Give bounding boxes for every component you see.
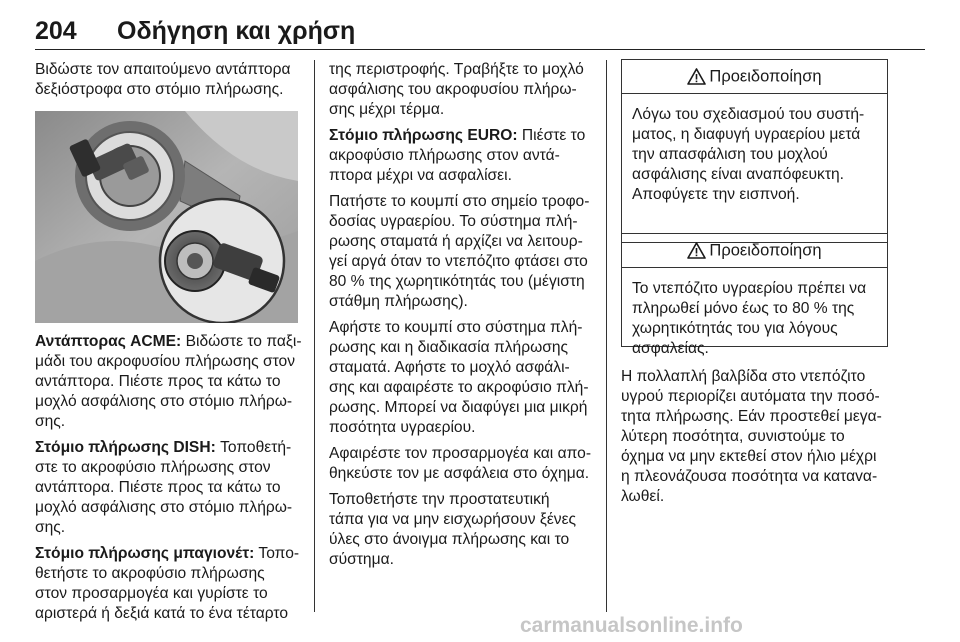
bayonet-paragraph: Στόμιο πλήρωσης μπαγιονέτ: Τοπο- θετήστε το ακροφύσιο πλήρωσης στον προσαρμογέα και γυρίστε το αριστερά ή δεξιά κατά το ένα τέταρτο [35, 545, 300, 622]
valve-paragraph: Η πολλαπλή βαλβίδα στο ντεπόζιτο υγρού περιορίζει αυτόματα την ποσό- τητα πλήρωσης. Εάν προστεθεί μεγα- λύτερη ποσότητα, συνιστούμε το όχημα να μην εκτεθεί στον ήλιο μέχρι η πλεονάζουσα ποσότητα να καταvα- λωθεί. [621, 368, 882, 505]
watermark: carmanualsonline.info [520, 614, 743, 637]
euro-paragraph: Στόμιο πλήρωσης EURO: Πιέστε το ακροφύσιο πλήρωσης στον αντά- πτορα μέχρι να ασφαλίσει. [329, 127, 586, 184]
column-divider-1 [314, 60, 315, 612]
column-3 [621, 367, 889, 513]
column-1-lower [35, 332, 303, 630]
warning-header [622, 60, 887, 94]
warning-box-2 [621, 233, 888, 357]
warning-icon [687, 68, 706, 85]
column-1 [35, 60, 303, 106]
page-header [35, 16, 925, 52]
warning-header [622, 234, 887, 268]
continuation-paragraph: της περιστροφής. Τραβήξτε το μοχλό ασφάλισης του ακροφυσίου πλήρω- σης μέχρι τέρμα. [329, 61, 584, 118]
release-paragraph: Αφήστε το κουμπί στο σύστημα πλή- ρωσης και η διαδικασία πλήρωσης σταματά. Αφήστε το μοχλό ασφάλι- σης και αφαιρέστε το ακροφύσιο πλή- ρωσης. Μπορεί να διαφύγει μια μικρή ποσότητα υγραερίου. [329, 319, 589, 436]
intro-paragraph: Βιδώστε τον απαιτούμενο αντάπτορα δεξιόστροφα στο στόμιο πλήρωσης. [35, 61, 291, 98]
warning-box-1 [621, 59, 888, 243]
page-title: Οδήγηση και χρήση [117, 17, 356, 45]
page-number: 204 [35, 17, 77, 45]
warning-body: Λόγω του σχεδιασμού του συστή- ματος, η διαφυγή υγραερίου μετά την απασφάλιση του μοχλού ασφάλισης είναι αναπόφευκτη. Αποφύγετε την εισπνοή. [632, 106, 865, 203]
column-2 [329, 60, 597, 576]
inset-detail [160, 199, 284, 323]
fuel-adapter-illustration [35, 111, 298, 323]
button-press-paragraph: Πατήστε το κουμπί στο σημείο τροφο- δοσίας υγραερίου. Το σύστημα πλή- ρωσης σταματά ή αρχίζει να λειτουρ- γεί αργά όταν το ντεπόζιτο φτάσει στο 80 % της χωρητικότητάς του (μέγιστη στάθμη πλήρωσης). [329, 193, 590, 310]
warning-icon [687, 242, 706, 259]
acme-paragraph: Αντάπτορας ACME: Βιδώστε το παξι- μάδι του ακροφυσίου πλήρωσης στον αντάπτορα. Πιέστε προς τα κάτω το μοχλό ασφάλισης στο στόμιο πλήρω- σης. [35, 333, 302, 430]
cap-paragraph: Τοποθετήστε την προστατευτική τάπα για να μην εισχωρήσουν ξένες ύλες στο άνοιγμα πλήρωσης και το σύστημα. [329, 491, 577, 568]
warning-body: Το ντεπόζιτο υγραερίου πρέπει να πληρωθεί μόνο έως το 80 % της χωρητικότητάς του για λόγους ασφαλείας. [632, 280, 867, 357]
warning-title: Προειδοποίηση [709, 67, 822, 86]
dish-paragraph: Στόμιο πλήρωσης DISH: Τοποθετή- στε το ακροφύσιο πλήρωσης στον αντάπτορα. Πιέστε προς τα κάτω το μοχλό ασφάλισης στο στόμιο πλήρω- σης. [35, 439, 293, 536]
remove-adapter-paragraph: Αφαιρέστε τον προσαρμογέα και απο- θηκεύστε τον με ασφάλεια στο όχημα. [329, 445, 592, 482]
warning-title: Προειδοποίηση [709, 241, 822, 260]
header-rule [35, 49, 925, 50]
column-divider-2 [606, 60, 607, 612]
